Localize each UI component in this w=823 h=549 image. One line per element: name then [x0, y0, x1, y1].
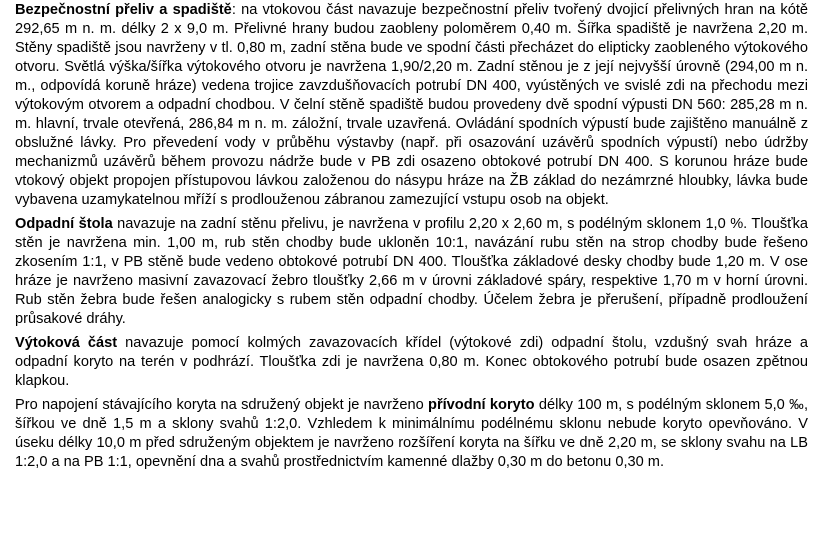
term-outlet-tunnel: Odpadní štola: [15, 216, 113, 232]
paragraph-outflow-part-text: navazuje pomocí kolmých zavazovacích křídel (výtokové zdi) odpadní štolu, vzdušný svah hráze a odpadní koryto na terén v podhrází. Tloušťka zdi je navržena 0,80 m. Konec obtokového potrubí bude osazen zpětnou klapkou.: [15, 335, 809, 389]
paragraph-inlet-channel: [15, 396, 808, 472]
term-spillway: Bezpečnostní přeliv a spadiště: [15, 2, 232, 18]
paragraph-outlet-tunnel-text: navazuje na zadní stěnu přelivu, je navržena v profilu 2,20 x 2,60 m, s podélným sklonem 1,0 %. Tloušťka stěn je navržena min. 1,00 m, rub stěn chodby bude ukloněn 10:1, navázání rubu stěn na strop chodby bude řešeno zkosením 1:1, v PB stěně bude vedeno obtokové potrubí DN 400. Tloušťka základové desky chodby bude 1,20 m. V ose hráze je navrženo masivní zavazovací žebro tloušťky 2,66 m v úrovni základové spáry, respektive 1,70 m v horní úrovni. Rub stěn žebra bude řešen analogicky s rubem stěn odpadní chodby. Účelem žebra je přerušení, případně prodloužení průsakové dráhy.: [15, 216, 809, 327]
paragraph-inlet-channel-intro: Pro napojení stávajícího koryta na sdružený objekt je navrženo: [15, 397, 429, 413]
paragraph-outlet-tunnel: [15, 215, 808, 329]
document-body: [15, 1, 808, 472]
term-inlet-channel: přívodní koryto: [428, 397, 535, 413]
paragraph-outflow-part: [15, 334, 808, 391]
paragraph-inlet-channel-text: délky 100 m, s podélným sklonem 5,0 ‰, šířkou ve dně 1,5 m a sklony svahů 1:2,0. Vzhledem k minimálnímu podélnému sklonu nebude koryto opevňováno. V úseku délky 10,0 m před sdruženým objektem je navrženo rozšíření koryta na šířku ve dně 2,20 m, se sklony svahu na LB 1:2,0 a na PB 1:1, opevnění dna a svahů prostřednictvím kamenné dlažby 0,30 m do betonu 0,30 m.: [15, 397, 809, 470]
paragraph-spillway: [15, 1, 808, 210]
term-outflow-part: Výtoková část: [15, 335, 118, 351]
paragraph-spillway-text: : na vtokovou část navazuje bezpečnostní přeliv tvořený dvojicí přelivných hran na kótě 292,65 m n. m. délky 2 x 9,0 m. Přelivné hrany budou zaobleny poloměrem 0,40 m. Šířka spadiště je navržena 2,20 m. Stěny spadiště jsou navrženy v tl. 0,80 m, zadní stěna bude ve spodní části přecházet do elipticky zaobleného výtokového otvoru. Světlá výška/šířka výtokového otvoru je navržena 1,90/2,20 m. Zadní stěnou je z její nejvyšší úrovně (294,00 m n. m., odpovídá koruně hráze) vedena trojice zavzdušňovacích potrubí DN 400, vyústěných ve svislé zdi na přechodu mezi výtokovým otvorem a odpadní chodbou. V čelní stěně spadiště budou provedeny dvě spodní výpusti DN 560: 285,28 m n. m. hlavní, trvale otevřená, 286,84 m n. m. záložní, trvale uzavřená. Ovládání spodních výpustí bude zajištěno manuálně z obslužné lávky. Pro převedení vody v průběhu výstavby (např. při osazování uzávěrů spodních výpustí) nebo údržby mechanizmů uzávěrů během provozu nádrže bude v PB zdi osazeno obtokové potrubí DN 400. S korunou hráze bude vtokový objekt propojen přístupovou lávkou založenou do násypu hráze na ŽB základ do nezámrzné hloubky, lávka bude vybavena uzamykatelnou mříží s prodlouženou zábranou zamezující vstupu osob na objekt.: [15, 2, 808, 208]
